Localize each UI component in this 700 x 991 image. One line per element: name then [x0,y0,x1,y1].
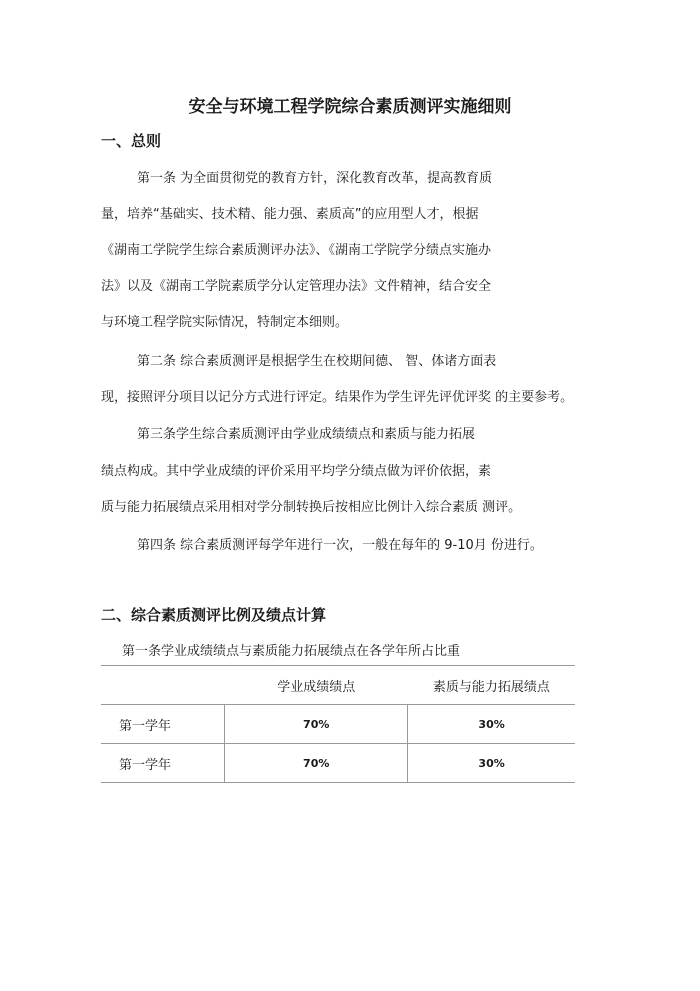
paragraph-line: 现，接照评分项目以记分方式进行评定。结果作为学生评先评优评奖 的主要参考。 [101,390,574,405]
ratio-table [101,665,575,783]
paragraph-line: 第一条 为全面贯彻党的教育方针，深化教育改革，提高教育质 [137,171,493,186]
table-cell-academic: 70% [225,705,408,744]
section-heading-general: 一、总则 [101,132,162,150]
paragraph-line: 《湖南工学院学生综合素质测评办法》、《湖南工学院学分绩点实施办 [101,243,492,258]
table-header-cell: 素质与能力拓展绩点 [408,666,575,705]
paragraph-line: 法》以及《湖南工学院素质学分认定管理办法》文件精神，结合安全 [101,279,492,294]
table-row [101,744,575,783]
section-heading-ratio: 二、综合素质测评比例及绩点计算 [101,606,327,624]
paragraph-line: 绩点构成。其中学业成绩的评价采用平均学分绩点做为评价依据，素 [101,464,492,479]
paragraph-line: 质与能力拓展绩点采用相对学分制转换后按相应比例计入综合素质 测评。 [101,500,522,515]
table-cell-quality: 30% [408,705,575,744]
paragraph-line: 量，培养“基础实、技术精、能力强、素质高”的应用型人才，根据 [101,207,479,222]
table-cell-academic: 70% [225,744,408,783]
paragraph-line: 第二条 综合素质测评是根据学生在校期间德、 智、体诸方面表 [137,354,497,369]
table-header-row [101,666,575,705]
paragraph-line: 第三条学生综合素质测评由学业成绩绩点和素质与能力拓展 [137,427,476,442]
paragraph-line: 第四条 综合素质测评每学年进行一次，一般在每年的 9-10月 份进行。 [137,538,543,553]
table-cell-year: 第一学年 [101,705,225,744]
table-cell-quality: 30% [408,744,575,783]
table-header-cell: 学业成绩绩点 [225,666,408,705]
table-row [101,705,575,744]
paragraph-line: 与环境工程学院实际情况，特制定本细则。 [101,315,349,330]
table-header-cell [101,666,225,705]
table-caption: 第一条学业成绩绩点与素质能力拓展绩点在各学年所占比重 [122,644,461,659]
document-title: 安全与环境工程学院综合素质测评实施细则 [188,97,512,117]
table-cell-year: 第一学年 [101,744,225,783]
